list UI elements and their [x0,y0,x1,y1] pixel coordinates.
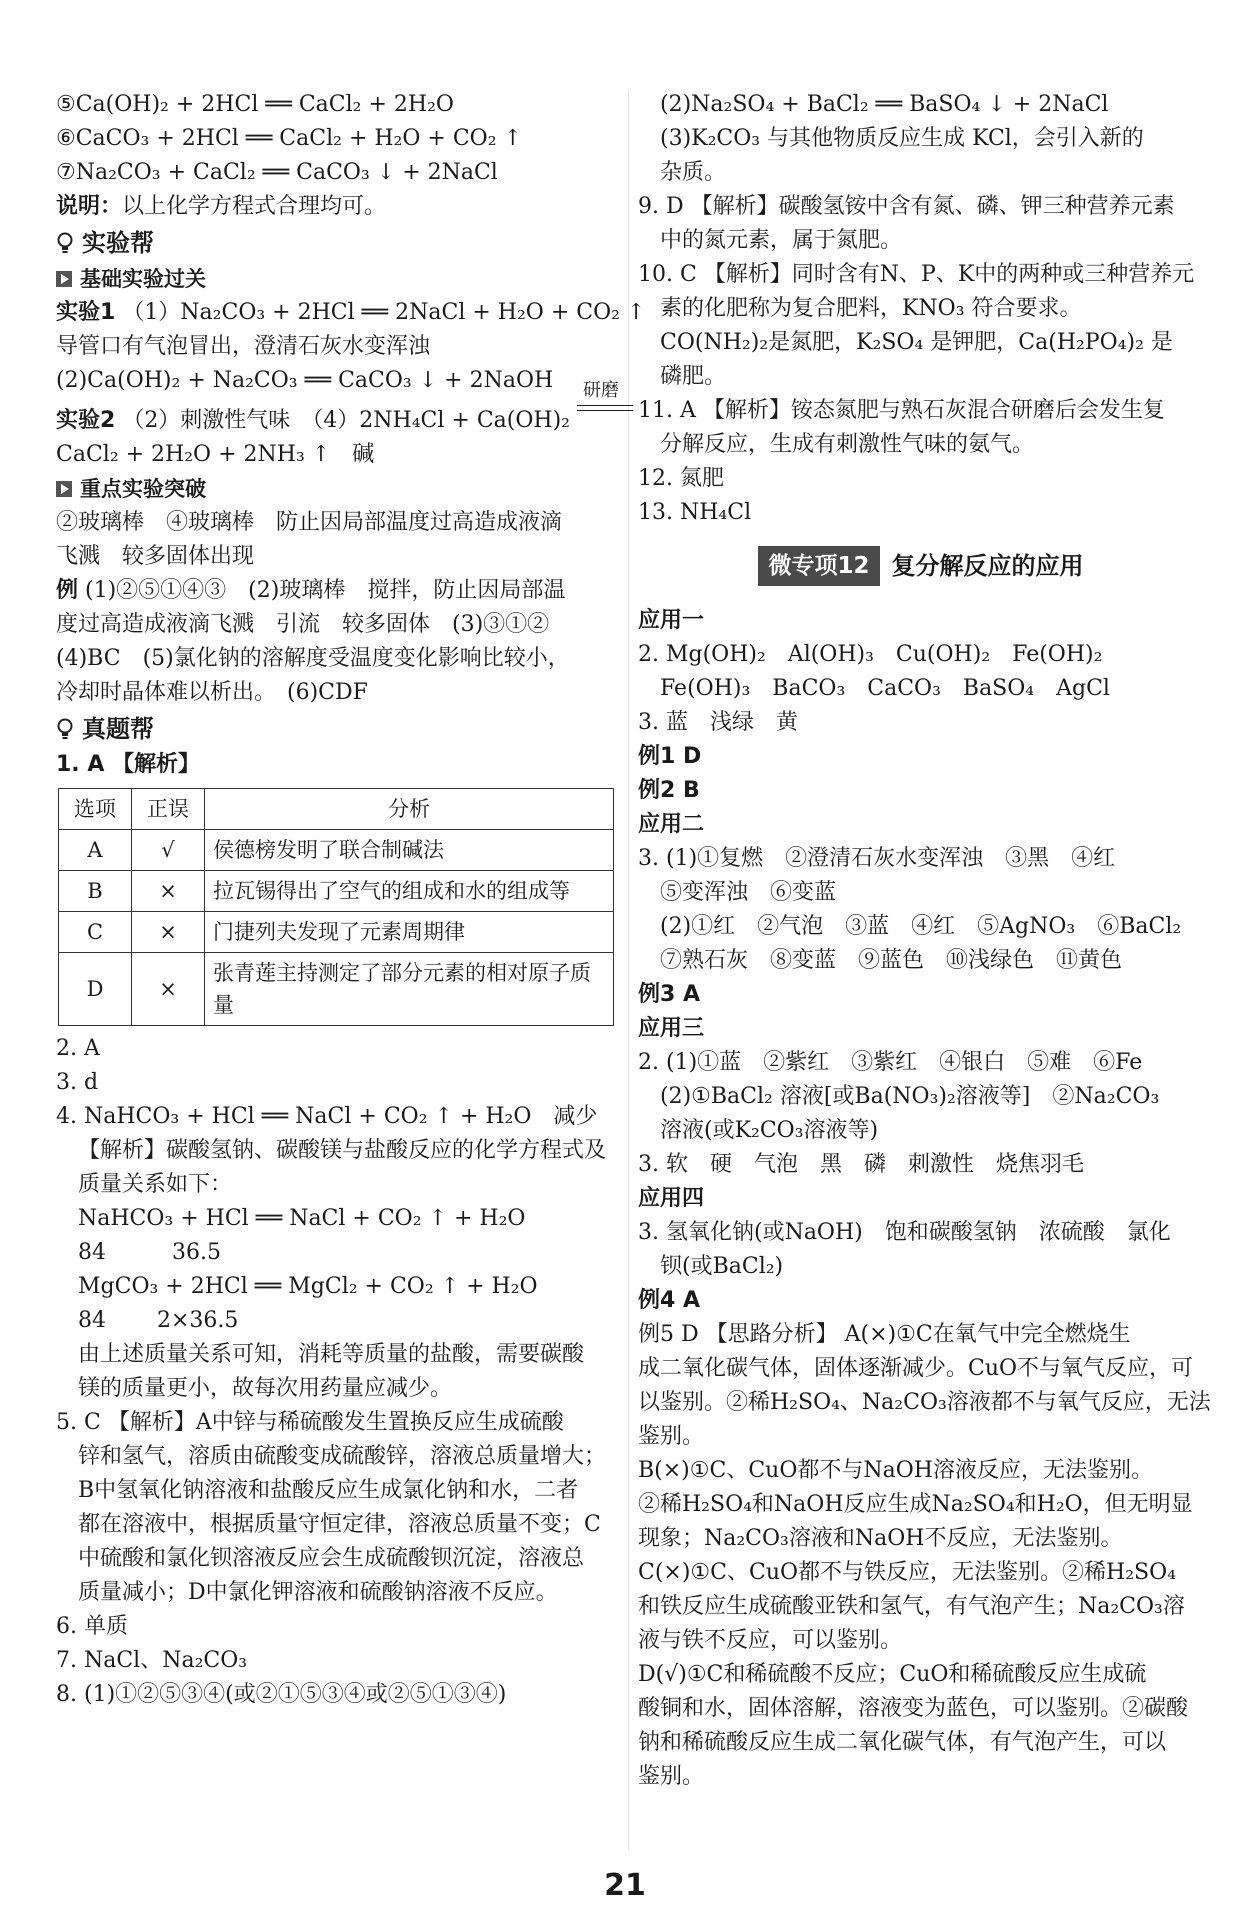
experiment-1-line [56,296,646,330]
text-line: CaCl₂ + 2H₂O + 2NH₃ ↑ 碱 [56,442,375,467]
table-header: 分析 [205,789,614,830]
answer-line: 3. 氢氧化钠(或NaOH) 饱和碳酸氢钠 浓硫酸 氯化 [638,1220,1171,1245]
text-line: 液与铁不反应，可以鉴别。 [638,1628,903,1653]
banner-title: 复分解反应的应用 [891,552,1084,580]
answer-line: 11. A 【解析】铵态氮肥与熟石灰混合研磨后会发生复 [638,398,1165,423]
section-title: 真题帮 [82,715,154,743]
text-line: 杂质。 [660,160,727,185]
text-line: 分解反应，生成有刺激性气味的氨气。 [660,432,1035,457]
table-cell: A [59,830,132,871]
play-arrow-icon [56,271,72,287]
answer-line: 6. 单质 [56,1614,128,1639]
text-line: C(×)①C、CuO都不与铁反应，无法鉴别。②稀H₂SO₄ [638,1560,1176,1585]
equation-line: ⑥CaCO₃ + 2HCl ══ CaCl₂ + H₂O + CO₂ ↑ [56,126,522,151]
text-line: 锌和氢气，溶质由硫酸变成硫酸锌，溶液总质量增大； [78,1444,607,1469]
right-column [638,88,1211,1794]
example-answer: 例5 D 【思路分析】 A(×)①C在氧气中完全燃烧生 [638,1322,1131,1347]
example-answer: 例4 A [638,1288,700,1313]
section-heading-experiment [56,224,616,262]
play-arrow-icon [56,481,72,497]
subheading-key [56,472,616,506]
text-line: 导管口有气泡冒出，澄清石灰水变浑浊 [56,334,431,359]
table-row [59,871,614,912]
table-header: 选项 [59,789,132,830]
text-line: 鉴别。 [638,1764,705,1789]
text-line: (3)K₂CO₃ 与其他物质反应生成 KCl，会引入新的 [660,126,1144,151]
text-line: 度过高造成液滴飞溅 引流 较多固体 (3)③①② [56,612,550,637]
answer-line: 8. (1)①②⑤③④(或②①⑤③④或②⑤①③④) [56,1682,507,1707]
experiment-1-label: 实验1 [56,300,116,325]
text-line: 冷却时晶体难以析出。 (6)CDF [56,680,368,705]
page-number: 21 [604,1868,646,1903]
table-header: 正误 [132,789,205,830]
note-line [56,190,616,224]
example-answer: 例1 D [638,744,702,769]
text-line: (2)①BaCl₂ 溶液[或Ba(NO₃)₂溶液等] ②Na₂CO₃ [660,1084,1160,1109]
answer-line: 2. A [56,1036,100,1061]
text-line: 中的氮元素，属于氮肥。 [660,228,903,253]
text-line: 成二氧化碳气体，固体逐渐减少。CuO不与氧气反应，可 [638,1356,1194,1381]
answer-line: 3. (1)①复燃 ②澄清石灰水变浑浊 ③黑 ④红 [638,846,1116,871]
text-line: 酸铜和水，固体溶解，溶液变为蓝色，可以鉴别。②碳酸 [638,1696,1189,1721]
text-line: 现象；Na₂CO₃溶液和NaOH不反应，无法鉴别。 [638,1526,1123,1551]
application-heading: 应用四 [638,1186,705,1211]
text-line: B(×)①C、CuO都不与NaOH溶液反应，无法鉴别。 [638,1458,1153,1483]
application-heading: 应用二 [638,812,705,837]
table-cell: 门捷列夫发现了元素周期律 [205,912,614,953]
table-cell: × [132,871,205,912]
text-line: ②玻璃棒 ④玻璃棒 防止因局部温度过高造成液滴 [56,510,563,535]
table-cell: 侯德榜发明了联合制碱法 [205,830,614,871]
answer-line: 2. Mg(OH)₂ Al(OH)₃ Cu(OH)₂ Fe(OH)₂ [638,642,1103,667]
text-line: 溶液(或K₂CO₃溶液等) [660,1118,879,1143]
answer-line: 9. D 【解析】碳酸氢铵中含有氮、磷、钾三种营养元素 [638,194,1175,219]
text-line: 【解析】碳酸氢钠、碳酸镁与盐酸反应的化学方程式及 [78,1138,607,1163]
banner-tag: 微专项12 [758,546,879,586]
text-line: 以鉴别。②稀H₂SO₄、Na₂CO₃溶液都不与氧气反应，无法 [638,1390,1211,1415]
equation-line: ⑤Ca(OH)₂ + 2HCl ══ CaCl₂ + 2H₂O [56,92,454,117]
text-line: 镁的质量更小，故每次用药量应减少。 [78,1376,453,1401]
text-line: (2)①红 ②气泡 ③蓝 ④红 ⑤AgNO₃ ⑥BaCl₂ [660,914,1182,939]
text-line: ⑤变浑浊 ⑥变蓝 [660,880,837,905]
text-line: 由上述质量关系可知，消耗等质量的盐酸，需要碳酸 [78,1342,585,1367]
reaction-condition-text: 研磨 [583,380,620,401]
text-line: ⑦熟石灰 ⑧变蓝 ⑨蓝色 ⑩浅绿色 ⑪黄色 [660,948,1123,973]
example-answer: 例3 A [638,982,700,1007]
table-row [59,830,614,871]
note-label: 说明： [56,194,123,219]
table-cell: 张青莲主持测定了部分元素的相对原子质量 [205,953,614,1026]
text-line: 和铁反应生成硫酸亚铁和氢气，有气泡产生；Na₂CO₃溶 [638,1594,1185,1619]
application-heading: 应用三 [638,1016,705,1041]
question-1: 1. A 【解析】 [56,752,201,777]
subheading-text: 基础实验过关 [80,267,206,291]
equation-line: ⑦Na₂CO₃ + CaCl₂ ══ CaCO₃ ↓ + 2NaCl [56,160,498,185]
table-header-row [59,789,614,830]
mass-line: 84 36.5 [78,1240,221,1265]
text-line: 钡(或BaCl₂) [660,1254,784,1279]
answer-line: 13. NH₄Cl [638,500,752,525]
table-cell: √ [132,830,205,871]
table-cell: × [132,953,205,1026]
text-line: 中硫酸和氯化钡溶液反应会生成硫酸钡沉淀，溶液总 [78,1546,585,1571]
text-line: CO(NH₂)₂是氮肥，K₂SO₄ 是钾肥，Ca(H₂PO₄)₂ 是 [660,330,1173,355]
left-column [56,88,646,1712]
text-line: ②稀H₂SO₄和NaOH反应生成Na₂SO₄和H₂O，但无明显 [638,1492,1193,1517]
table-row [59,912,614,953]
note-text: 以上化学方程式合理均可。 [122,194,387,219]
answer-line: 3. 软 硬 气泡 黑 磷 刺激性 烧焦羽毛 [638,1152,1084,1177]
answer-line: 12. 氮肥 [638,466,724,491]
text-line: (4)BC (5)氯化钠的溶解度受温度变化影响比较小， [56,646,570,671]
topic-banner [638,536,1204,596]
text-line: 磷肥。 [660,364,727,389]
text-line: 鉴别。 [638,1424,705,1449]
example-line [56,574,616,608]
example-answer: 例2 B [638,778,700,803]
section-title: 实验帮 [82,229,154,257]
text-line: 素的化肥称为复合肥料，KNO₃ 符合要求。 [660,296,1082,321]
lightbulb-icon [56,718,74,740]
text-line: B中氢氧化钠溶液和盐酸反应生成氯化钠和水，二者 [78,1478,579,1503]
table-cell: C [59,912,132,953]
application-heading: 应用一 [638,608,705,633]
text-line: 飞溅 较多固体出现 [56,544,255,569]
example-label: 例 [56,578,79,603]
answer-line: 4. NaHCO₃ + HCl ══ NaCl + CO₂ ↑ + H₂O 减少 [56,1104,598,1129]
analysis-table [58,788,614,1026]
mass-line: 84 2×36.5 [78,1308,239,1333]
subheading-basic [56,262,616,296]
answer-line: 3. 蓝 浅绿 黄 [638,710,798,735]
text-line: D(√)①C和稀硫酸不反应；CuO和稀硫酸反应生成硫 [638,1662,1147,1687]
equation-line: NaHCO₃ + HCl ══ NaCl + CO₂ ↑ + H₂O [78,1206,526,1231]
section-heading-exam [56,710,616,748]
text-line: Fe(OH)₃ BaCO₃ CaCO₃ BaSO₄ AgCl [660,676,1110,701]
experiment-1-text: （1）Na₂CO₃ + 2HCl ══ 2NaCl + H₂O + CO₂ ↑ [122,300,646,325]
reaction-condition [577,380,633,427]
table-cell: × [132,912,205,953]
equation-line: MgCO₃ + 2HCl ══ MgCl₂ + CO₂ ↑ + H₂O [78,1274,538,1299]
column-divider [628,90,629,1850]
equation-line: (2)Na₂SO₄ + BaCl₂ ══ BaSO₄ ↓ + 2NaCl [660,92,1109,117]
example-text: (1)②⑤①④③ (2)玻璃棒 搅拌，防止因局部温 [85,578,566,603]
answer-line: 3. d [56,1070,99,1095]
answer-line: 10. C 【解析】同时含有N、P、K中的两种或三种营养元 [638,262,1195,287]
answer-line: 7. NaCl、Na₂CO₃ [56,1648,248,1673]
experiment-2-text: （2）刺激性气味 （4）2NH₄Cl + Ca(OH)₂ [122,408,571,433]
text-line: (2)Ca(OH)₂ + Na₂CO₃ ══ CaCO₃ ↓ + 2NaOH [56,368,554,393]
text-line: 钠和稀硫酸反应生成二氧化碳气体，有气泡产生，可以 [638,1730,1167,1755]
table-cell: D [59,953,132,1026]
text-line: 质量关系如下： [78,1172,233,1197]
text-line: 都在溶液中，根据质量守恒定律，溶液总质量不变；C [78,1512,601,1537]
lightbulb-icon [56,232,74,254]
answer-line: 2. (1)①蓝 ②紫红 ③紫红 ④银白 ⑤难 ⑥Fe [638,1050,1143,1075]
answer-line: 5. C 【解析】A中锌与稀硫酸发生置换反应生成硫酸 [56,1410,564,1435]
subheading-text: 重点实验突破 [80,477,206,501]
experiment-2-label: 实验2 [56,408,116,433]
table-cell: 拉瓦锡得出了空气的组成和水的组成等 [205,871,614,912]
table-row [59,953,614,1026]
text-line: 质量减小；D中氯化钾溶液和硫酸钠溶液不反应。 [78,1580,558,1605]
table-cell: B [59,871,132,912]
